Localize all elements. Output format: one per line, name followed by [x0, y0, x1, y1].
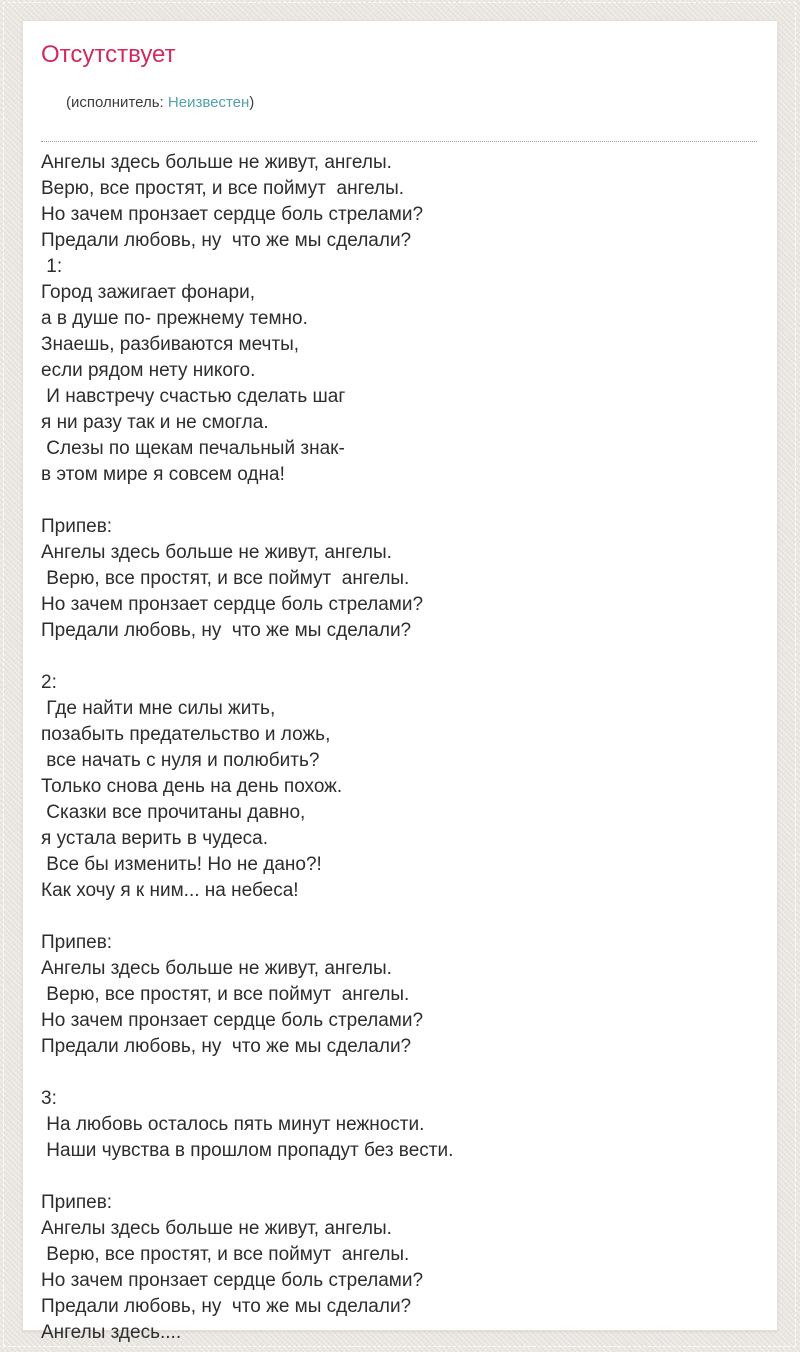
lyric-line: Припев:: [41, 516, 113, 537]
lyrics-text: [41, 150, 757, 1346]
lyric-line: Город зажигает фонари,: [41, 282, 255, 303]
lyric-line: Но зачем пронзает сердце боль стрелами?: [41, 1010, 424, 1031]
lyric-line: 2:: [41, 672, 57, 693]
lyric-line: Но зачем пронзает сердце боль стрелами?: [41, 204, 424, 225]
lyric-line: Ангелы здесь больше не живут, ангелы.: [41, 152, 392, 173]
artist-line: [41, 70, 757, 136]
lyric-line: а в душе по- прежнему темно.: [41, 308, 308, 329]
lyric-line: Припев:: [41, 1192, 113, 1213]
lyric-line: Но зачем пронзает сердце боль стрелами?: [41, 1270, 424, 1291]
lyric-line: Где найти мне силы жить,: [41, 698, 276, 719]
lyric-line: Ангелы здесь....: [41, 1322, 182, 1343]
lyrics-card: [22, 20, 778, 1343]
lyric-line: [41, 488, 757, 514]
lyric-line: Ангелы здесь больше не живут, ангелы.: [41, 1218, 392, 1239]
lyric-line: Все бы изменить! Но не дано?!: [41, 854, 322, 875]
lyric-line: Верю, все простят, и все поймут ангелы.: [41, 568, 410, 589]
lyric-line: Верю, все простят, и все поймут ангелы.: [41, 984, 410, 1005]
song-title: Отсутствует: [41, 41, 176, 68]
lyric-line: Наши чувства в прошлом пропадут без вести.: [41, 1140, 454, 1161]
lyric-line: я ни разу так и не смогла.: [41, 412, 269, 433]
lyric-line: Верю, все простят, и все поймут ангелы.: [41, 178, 405, 199]
lyric-line: И навстречу счастью сделать шаг: [41, 386, 346, 407]
lyric-line: 1:: [41, 256, 63, 277]
lyric-line: в этом мире я совсем одна!: [41, 464, 285, 485]
lyric-line: 3:: [41, 1088, 57, 1109]
lyric-line: Предали любовь, ну что же мы сделали?: [41, 1296, 412, 1317]
lyric-line: Как хочу я к ним... на небеса!: [41, 880, 299, 901]
lyric-line: Предали любовь, ну что же мы сделали?: [41, 1036, 412, 1057]
lyric-line: [41, 1060, 757, 1086]
song-header: [41, 40, 757, 142]
artist-link[interactable]: Неизвестен: [167, 94, 250, 111]
lyric-line: позабыть предательство и ложь,: [41, 724, 331, 745]
lyric-line: На любовь осталось пять минут нежности.: [41, 1114, 425, 1135]
lyric-line: Предали любовь, ну что же мы сделали?: [41, 620, 412, 641]
lyric-line: я устала верить в чудеса.: [41, 828, 268, 849]
lyric-line: [41, 644, 757, 670]
lyric-line: [41, 904, 757, 930]
lyric-line: Ангелы здесь больше не живут, ангелы.: [41, 958, 392, 979]
lyric-line: Сказки все прочитаны давно,: [41, 802, 306, 823]
lyric-line: все начать с нуля и полюбить?: [41, 750, 320, 771]
lyric-line: если рядом нету никого.: [41, 360, 256, 381]
artist-label: (исполнитель:: [66, 94, 168, 111]
lyric-line: Предали любовь, ну что же мы сделали?: [41, 230, 412, 251]
lyric-line: Только снова день на день похож.: [41, 776, 343, 797]
lyric-line: Слезы по щекам печальный знак-: [41, 438, 345, 459]
lyric-line: Припев:: [41, 932, 113, 953]
lyric-line: Ангелы здесь больше не живут, ангелы.: [41, 542, 392, 563]
lyric-line: Верю, все простят, и все поймут ангелы.: [41, 1244, 410, 1265]
artist-label-suffix: ): [249, 94, 255, 111]
lyric-line: Знаешь, разбиваются мечты,: [41, 334, 300, 355]
lyric-line: Но зачем пронзает сердце боль стрелами?: [41, 594, 424, 615]
lyric-line: [41, 1164, 757, 1190]
